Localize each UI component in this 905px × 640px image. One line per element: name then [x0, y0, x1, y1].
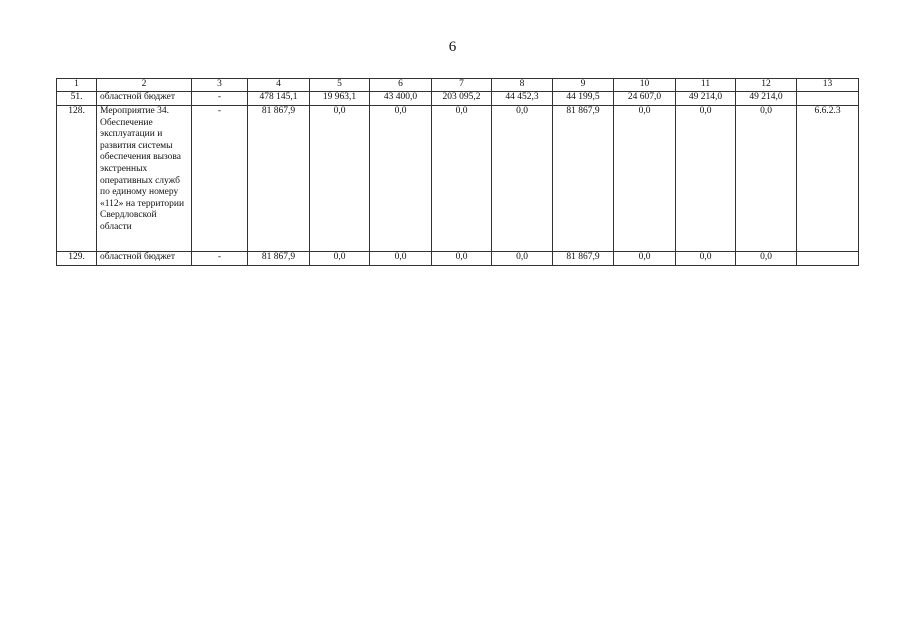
table-cell: 0,0 [676, 106, 736, 252]
table-cell: 81 867,9 [553, 106, 614, 252]
table-cell: - [192, 106, 248, 252]
table-cell: 0,0 [370, 252, 432, 266]
column-number-2: 2 [97, 79, 192, 92]
table-row [57, 106, 859, 252]
table-row [57, 92, 859, 106]
table-cell: - [192, 92, 248, 106]
table-cell: 44 452,3 [492, 92, 553, 106]
table-cell: 81 867,9 [553, 252, 614, 266]
column-number-9: 9 [553, 79, 614, 92]
row-number-cell: 128. [57, 106, 97, 252]
table-cell: 0,0 [432, 106, 492, 252]
table-cell: 19 963,1 [310, 92, 370, 106]
column-number-8: 8 [492, 79, 553, 92]
table-cell: 0,0 [614, 106, 676, 252]
column-number-6: 6 [370, 79, 432, 92]
column-number-11: 11 [676, 79, 736, 92]
column-number-7: 7 [432, 79, 492, 92]
table-cell [797, 252, 859, 266]
table-cell: 203 095,2 [432, 92, 492, 106]
table-cell: 81 867,9 [248, 106, 310, 252]
table-cell: 0,0 [310, 252, 370, 266]
row-title-cell: областной бюджет [97, 92, 192, 106]
table-row [57, 252, 859, 266]
target-indicator-cell: 6.6.2.3 [797, 106, 859, 252]
table-cell: 81 867,9 [248, 252, 310, 266]
budget-table [56, 78, 859, 266]
table-cell: 0,0 [370, 106, 432, 252]
table-cell: - [192, 252, 248, 266]
table-cell: 0,0 [736, 106, 797, 252]
column-number-3: 3 [192, 79, 248, 92]
table-cell: 24 607,0 [614, 92, 676, 106]
table-cell: 0,0 [614, 252, 676, 266]
table-cell: 0,0 [736, 252, 797, 266]
row-number-cell: 129. [57, 252, 97, 266]
page-number: 6 [448, 39, 457, 55]
table-cell: 49 214,0 [736, 92, 797, 106]
column-number-4: 4 [248, 79, 310, 92]
table-header-row [57, 79, 859, 92]
table-cell: 0,0 [310, 106, 370, 252]
table-cell: 0,0 [492, 252, 553, 266]
column-number-12: 12 [736, 79, 797, 92]
row-number-cell: 51. [57, 92, 97, 106]
table-cell: 478 145,1 [248, 92, 310, 106]
table-cell [797, 92, 859, 106]
table-cell: 43 400,0 [370, 92, 432, 106]
column-number-10: 10 [614, 79, 676, 92]
column-number-13: 13 [797, 79, 859, 92]
table-cell: 49 214,0 [676, 92, 736, 106]
row-title-cell: Мероприятие 34. Обеспечение эксплуатации и развития системы обеспечения вызова экстренных оперативных служб по единому номеру «112» на территории Свердловской области [97, 106, 192, 252]
table-cell: 0,0 [432, 252, 492, 266]
column-number-1: 1 [57, 79, 97, 92]
row-title-cell: областной бюджет [97, 252, 192, 266]
table-cell: 44 199,5 [553, 92, 614, 106]
column-number-5: 5 [310, 79, 370, 92]
table-cell: 0,0 [492, 106, 553, 252]
table-cell: 0,0 [676, 252, 736, 266]
